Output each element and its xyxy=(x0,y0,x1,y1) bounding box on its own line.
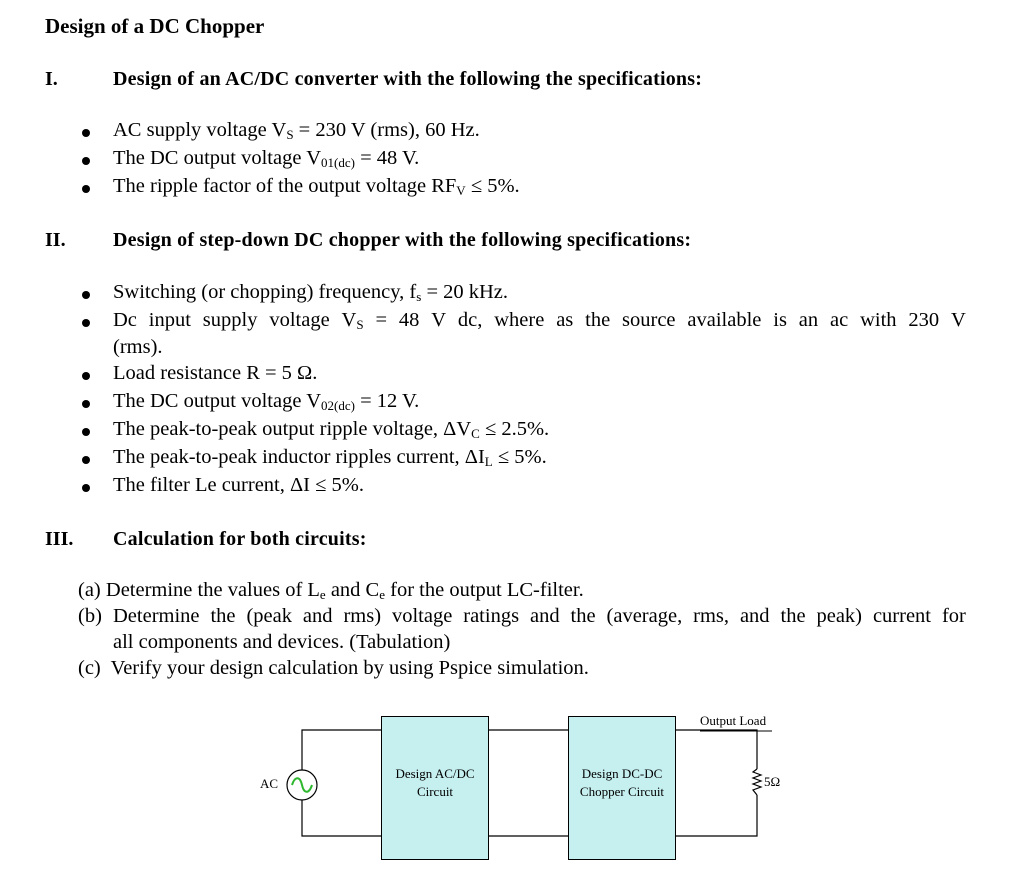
dcdc-block-line1: Design DC-DC xyxy=(581,766,663,781)
ac-label: AC xyxy=(260,776,279,791)
acdc-block-line1: Design AC/DC xyxy=(395,766,475,781)
resistor-label: 5Ω xyxy=(764,774,781,789)
section-1-number: I. xyxy=(45,68,58,90)
spec-dc-output-2: The DC output voltage $V_{02(dc)} = 12$ V. xyxy=(113,390,420,413)
spec-dc-output: The DC output voltage $V_{01(dc)} = 48$ V. xyxy=(113,147,420,170)
spec-switching-frequency: Switching (or chopping) frequency, $f_s = 20$ kHz. xyxy=(113,281,509,304)
spec-ripple-voltage: The peak-to-peak output ripple voltage, $\Delta V_C \le 2.5\%$. xyxy=(113,418,550,441)
spec-ac-supply: AC supply voltage $V_S = 230$ V (rms), 60 Hz. xyxy=(113,119,480,142)
calc-item-c: (c) Verify your design calculation by using Pspice simulation. xyxy=(78,657,589,679)
section-2-heading: Design of step-down DC chopper with the following specifications: xyxy=(113,229,692,251)
dcdc-block-line2: Chopper Circuit xyxy=(579,784,665,799)
spec-filter-current: The filter Le current, ΔI ≤ 5%. xyxy=(113,474,364,496)
calc-item-b-continued: all components and devices. (Tabulation) xyxy=(113,631,451,653)
section-3-number: III. xyxy=(45,528,74,550)
section-2-number: II. xyxy=(45,229,66,251)
section-3-heading: Calculation for both circuits: xyxy=(113,528,367,550)
spec-ripple-current: The peak-to-peak inductor ripples current, $\Delta I_L \le 5\%$. xyxy=(113,446,547,469)
page-title: Design of a DC Chopper xyxy=(45,14,265,38)
calc-item-b-label: (b) xyxy=(78,605,102,627)
spec-dc-input: Dc input supply voltage $V_S$ = 48 V dc, where as the source available is an ac with 230 V xyxy=(113,309,966,332)
section-1-heading: Design of an AC/DC converter with the following the specifications: xyxy=(113,68,703,90)
acdc-block-line2: Circuit xyxy=(416,784,454,799)
acdc-converter-block xyxy=(381,716,489,860)
dcdc-chopper-block xyxy=(568,716,676,860)
spec-load-resistance: Load resistance R = 5 Ω. xyxy=(113,362,318,384)
resistor-icon xyxy=(753,769,761,795)
spec-ripple-factor: The ripple factor of the output voltage $RF_V \le 5\%$. xyxy=(113,175,520,198)
spec-dc-input-continued: (rms). xyxy=(113,336,163,358)
calc-item-b: Determine the (peak and rms) voltage ratings and the (average, rms, and the peak) current for xyxy=(113,605,966,627)
calc-item-a: (a) Determine the values of $L_e$ and $C_e$ for the output LC-filter. xyxy=(78,579,584,602)
output-load-label: Output Load xyxy=(700,713,767,728)
ac-source-icon xyxy=(287,770,317,800)
